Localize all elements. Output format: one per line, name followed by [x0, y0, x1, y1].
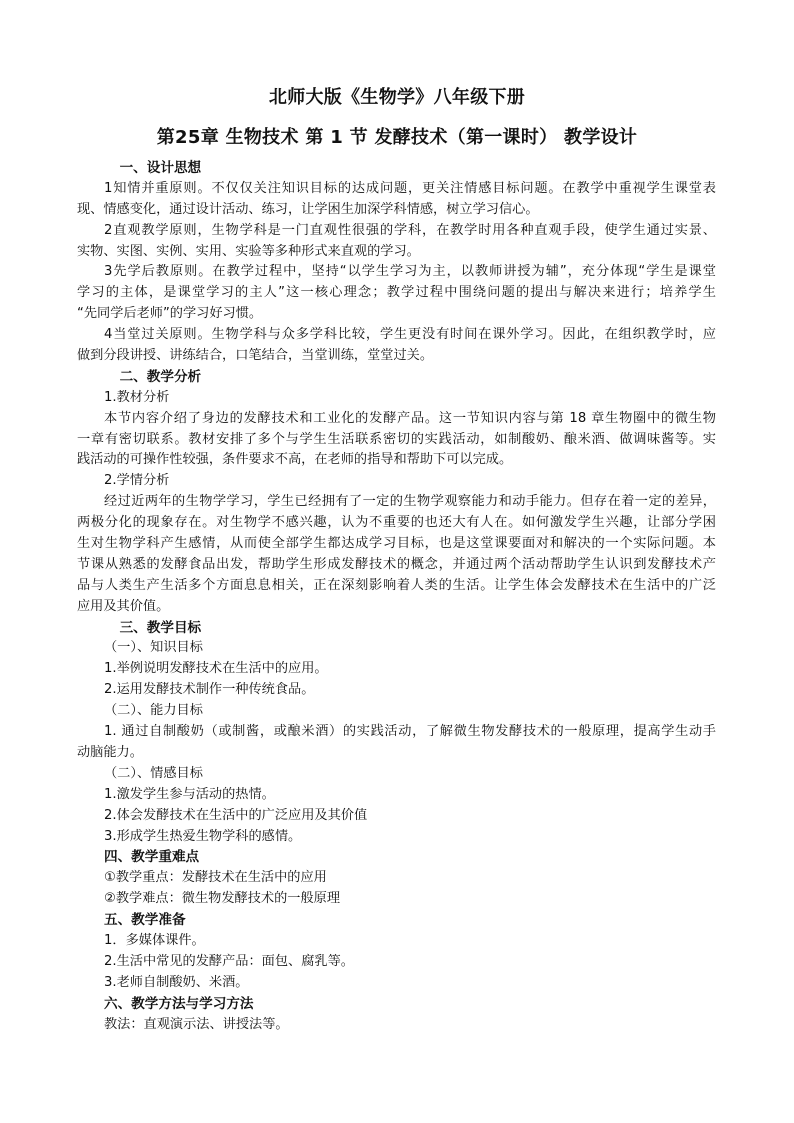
body-line: 1.激发学生参与活动的热情。	[104, 786, 275, 802]
body-line: 2.运用发酵技术制作一种传统食品。	[104, 682, 315, 698]
body-line: 践活动的可操作性较强，条件要求不高，在老师的指导和帮助下可以完成。	[77, 452, 513, 468]
body-line: 2直观教学原则，生物学科是一门直观性很强的学科，在教学时用各种直观手段，使学生通过实景、	[104, 222, 716, 238]
body-line: 应用及其价值。	[77, 598, 170, 614]
body-line: 2.学情分析	[104, 473, 170, 489]
body-line: 两极分化的现象存在。对生物学不感兴趣，认为不重要的也还大有人在。如何激发学生兴趣，让部分学困	[77, 515, 716, 531]
section-heading: 四、教学重难点	[104, 849, 200, 866]
body-line: 1知情并重原则。不仅仅关注知识目标的达成问题，更关注情感目标问题。在教学中重视学生课堂表	[104, 180, 716, 196]
body-line: 节课从熟悉的发酵食品出发，帮助学生形成发酵技术的概念，并通过两个活动帮助学生认识到发酵技术产	[77, 556, 716, 572]
body-line: 学习的主体，是课堂学习的主人”这一核心理念；教学过程中围绕问题的提出与解决来进行；培养学生	[77, 285, 716, 301]
body-line: 1．多媒体课件。	[104, 932, 205, 948]
section-heading: 五、教学准备	[104, 912, 186, 929]
body-line: ②教学难点：微生物发酵技术的一般原理	[104, 891, 341, 907]
body-line: 经过近两年的生物学学习，学生已经拥有了一定的生物学观察能力和动手能力。但存在着一定的差异，	[104, 494, 716, 510]
body-line: 2.体会发酵技术在生活中的广泛应用及其价值	[104, 807, 368, 823]
body-line: 2.生活中常见的发酵产品：面包、腐乳等。	[104, 953, 354, 969]
body-line: 生对生物学科产生感情，从而使全部学生都达成学习目标，也是这堂课要面对和解决的一个实际问题。本	[77, 536, 716, 552]
body-line: 动脑能力。	[77, 744, 143, 760]
body-line: 3先学后教原则。在教学过程中，坚持“以学生学习为主，以教师讲授为辅”，充分体现“学生是课堂	[104, 264, 716, 280]
document-subtitle: 第25章 生物技术 第 1 节 发酵技术（第一课时） 教学设计	[156, 127, 638, 148]
body-line: （二）、情感目标	[104, 765, 203, 781]
body-line: 一章有密切联系。教材安排了多个与学生生活联系密切的实践活动，如制酸奶、酿米酒、做调味酱等。实	[77, 431, 716, 447]
body-line: 4当堂过关原则。生物学科与众多学科比较，学生更没有时间在课外学习。因此，在组织教学时，应	[104, 327, 716, 343]
document-title: 北师大版《生物学》八年级下册	[268, 87, 526, 108]
body-line: 本节内容介绍了身边的发酵技术和工业化的发酵产品。这一节知识内容与第 18 章生物圈中的微生物	[104, 410, 716, 426]
section-heading: 一、设计思想	[106, 160, 202, 176]
body-line: 做到分段讲授、讲练结合，口笔结合，当堂训练，堂堂过关。	[77, 348, 434, 364]
body-line: 1.教材分析	[104, 389, 170, 405]
body-line: 现、情感变化，通过设计活动、练习，让学困生加深学科情感，树立学习信心。	[77, 201, 539, 217]
body-line: 教法：直观演示法、讲授法等。	[104, 1016, 289, 1032]
body-line: 1.举例说明发酵技术在生活中的应用。	[104, 661, 328, 677]
body-line: 3.形成学生热爱生物学科的感情。	[104, 828, 302, 844]
body-line: ①教学重点：发酵技术在生活中的应用	[104, 870, 327, 886]
section-heading: 二、教学分析	[106, 368, 202, 385]
section-heading: 三、教学目标	[106, 619, 202, 636]
body-line: 3.老师自制酸奶、米酒。	[104, 974, 249, 990]
body-line: 品与人类生产生活多个方面息息相关，正在深刻影响着人类的生活。让学生体会发酵技术在生活中的广泛	[77, 577, 716, 593]
body-line: “先同学后老师”的学习好习惯。	[77, 306, 263, 322]
body-line: 1. 通过自制酸奶（或制酱，或酿米酒）的实践活动，了解微生物发酵技术的一般原理，提高学生动手	[104, 724, 716, 740]
section-heading: 六、教学方法与学习方法	[104, 995, 254, 1012]
document-body	[77, 158, 720, 1035]
body-line: （二）、能力目标	[104, 703, 203, 719]
body-line: 实物、实图、实例、实用、实验等多种形式来直观的学习。	[77, 243, 420, 259]
body-line: （一）、知识目标	[104, 640, 203, 656]
